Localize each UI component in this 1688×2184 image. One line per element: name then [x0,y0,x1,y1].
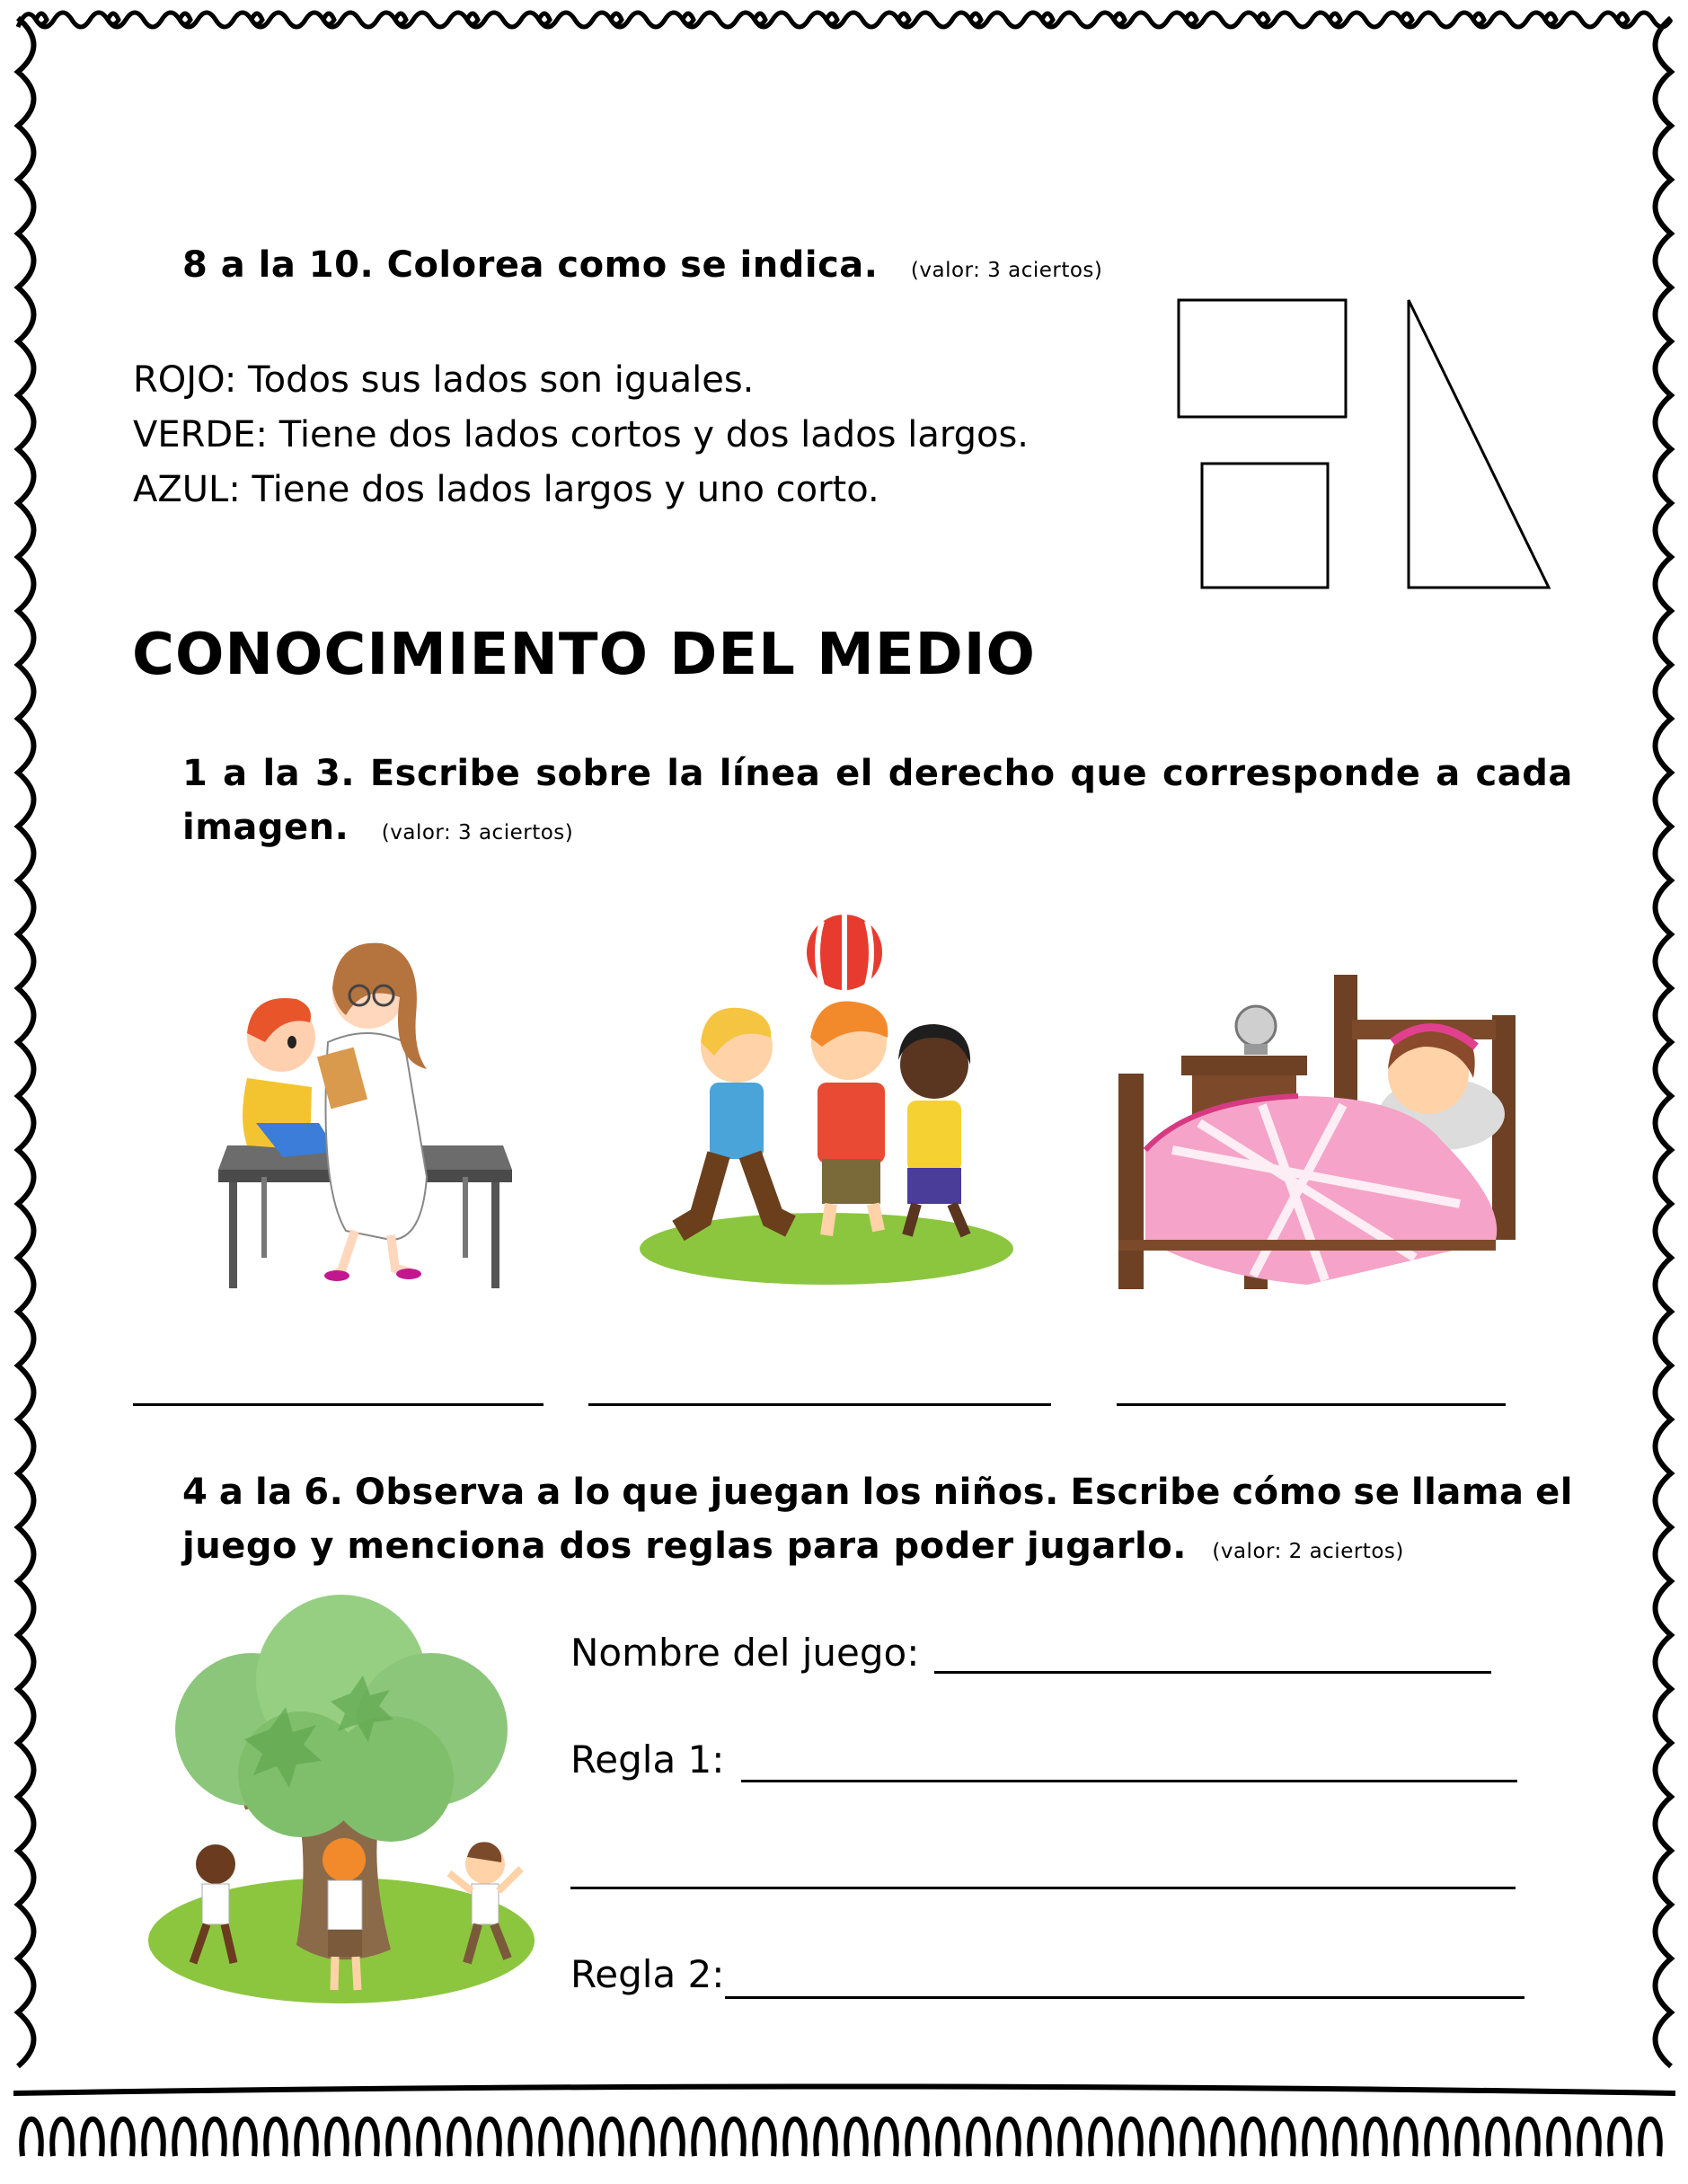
question-word: sobre [535,753,652,794]
question-word: llama [1410,1472,1525,1513]
question-word: a [536,1472,561,1513]
question-word: niños. [932,1472,1059,1513]
question-word: la [262,753,301,794]
question-word: a [218,1472,244,1513]
question-word: el [1535,1472,1573,1513]
square-shape[interactable] [1202,464,1328,588]
rule-green: VERDE: Tiene dos lados cortos y dos lados largos. [133,414,1030,455]
rule1-extra-line[interactable] [570,1887,1516,1889]
question-word: cómo [1232,1472,1342,1513]
question-word: derecho [888,753,1056,794]
question-word: 3. [314,753,356,794]
question-word: lo [572,1472,611,1513]
question-word: Escribe [1070,1472,1221,1513]
rectangle-shape[interactable] [1179,300,1346,417]
rule-blue: AZUL: Tiene dos lados largos y uno corto. [133,469,879,510]
question-4-6-line2: juego y menciona dos reglas para poder jugarlo. [182,1525,1187,1567]
border-right-wave [1656,18,1672,2066]
shapes-to-color [1168,287,1563,597]
game-name-line[interactable] [934,1671,1491,1674]
question-8-10-title [182,244,1102,286]
question-word: 6. [304,1472,344,1513]
children-playing-illustration [638,912,1020,1289]
triangle-shape[interactable] [1409,300,1549,588]
question-word: a [223,753,248,794]
question-1-3 [182,753,1573,848]
doctor-illustration [211,916,512,1294]
question-word: los [862,1472,923,1513]
section-heading: CONOCIMIENTO DEL MEDIO [132,622,1036,688]
question-word: que [1070,753,1148,794]
question-1-3-line1 [182,753,1573,794]
question-word: 1 [182,753,208,794]
question-word: línea [719,753,821,794]
question-4-6-line1 [182,1472,1573,1513]
question-1-3-line2: imagen. [182,807,349,848]
question-word: Escribe [369,753,521,794]
question-word: que [622,1472,699,1513]
question-8-10-valor: (valor: 3 aciertos) [910,259,1103,282]
rule1-line[interactable] [741,1780,1517,1782]
rule1-label: Regla 1: [570,1737,725,1782]
question-word: a [1436,753,1461,794]
rule2-line[interactable] [725,1996,1525,1999]
child-sleeping-illustration [1118,970,1523,1294]
border-left-wave [18,18,34,2066]
answer-line-3[interactable] [1117,1403,1506,1406]
tree-game-illustration [144,1595,539,2017]
question-word: la [667,753,704,794]
question-4-6-valor: (valor: 2 aciertos) [1212,1540,1404,1563]
rule2-label: Regla 2: [570,1952,725,1996]
question-4-6 [182,1472,1573,1567]
question-word: cada [1475,753,1573,794]
question-1-3-valor: (valor: 3 aciertos) [381,821,574,844]
answer-line-2[interactable] [588,1403,1051,1406]
color-rules [133,353,1029,517]
rule-red: ROJO: Todos sus lados son iguales. [133,359,755,401]
question-word: Observa [354,1472,526,1513]
border-bottom-loops [13,2087,1675,2157]
question-word: se [1353,1472,1401,1513]
game-name-label: Nombre del juego: [570,1631,920,1675]
border-top-wave [18,13,1671,27]
question-word: corresponde [1162,753,1421,794]
question-8-10-text: 8 a la 10. Colorea como se indica. [182,244,879,286]
question-word: el [835,753,873,794]
question-word: la [255,1472,293,1513]
question-4-6-line2-wrap [182,1525,1573,1567]
question-1-3-line2-wrap [182,807,1573,848]
answer-line-1[interactable] [133,1403,544,1406]
question-word: 4 [182,1472,208,1513]
question-word: juegan [710,1472,851,1513]
